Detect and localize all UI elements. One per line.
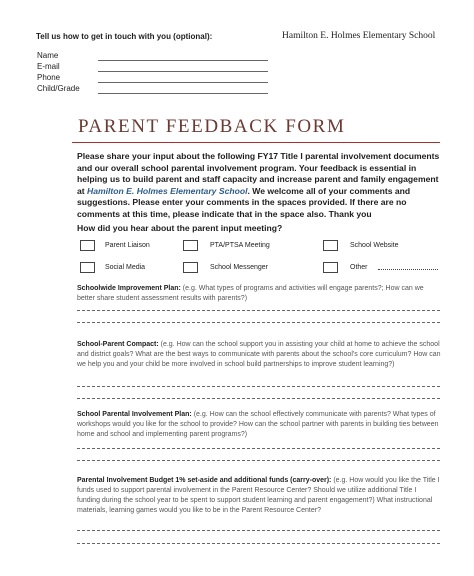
option-label-school-website: School Website xyxy=(350,242,399,249)
other-specify-line[interactable] xyxy=(378,269,438,270)
section-parental-involvement-budget xyxy=(77,476,441,516)
answer-line[interactable] xyxy=(77,448,440,449)
option-label-school-messenger: School Messenger xyxy=(210,264,268,271)
intro-text-start: Please share your input about the following FY17 Title I parental involvement documents and our overall school parental involvement program. Your feedback is essential in helping us to build parent and staff capacity and increase parent and family engagement at xyxy=(77,151,440,196)
checkbox-social-media[interactable] xyxy=(80,262,95,273)
form-title: PARENT FEEDBACK FORM xyxy=(78,116,346,137)
intro-school-name: Hamilton E. Holmes Elementary School xyxy=(87,185,248,196)
option-label-pta-ptsa: PTA/PTSA Meeting xyxy=(210,242,270,249)
option-label-parent-liaison: Parent Liaison xyxy=(105,242,150,249)
answer-line[interactable] xyxy=(77,398,440,399)
email-field-line[interactable] xyxy=(98,71,268,72)
phone-field-line[interactable] xyxy=(98,82,268,83)
contact-label-phone: Phone xyxy=(37,73,61,82)
section-prompt: (e.g. What types of programs and activities will engage parents?; How can we better share student assessment results with parents?) xyxy=(77,285,424,302)
intro-text-end: . We welcome all of your comments and suggestions. Please enter your comments in the spaces provided. If there are no comments at this time, please indicate that in the space also. Thank you xyxy=(77,185,411,219)
intro-paragraph xyxy=(77,151,443,221)
section-heading: Parental Involvement Budget 1% set-aside and additional funds (carry-over): xyxy=(77,477,332,484)
question-heard-about: How did you hear about the parent input meeting? xyxy=(77,223,283,233)
answer-line[interactable] xyxy=(77,310,440,311)
checkbox-other[interactable] xyxy=(323,262,338,273)
answer-line[interactable] xyxy=(77,322,440,323)
option-label-other: Other xyxy=(350,264,368,271)
checkbox-parent-liaison[interactable] xyxy=(80,240,95,251)
section-school-parental-involvement-plan xyxy=(77,410,441,440)
answer-line[interactable] xyxy=(77,386,440,387)
section-heading: School Parental Involvement Plan: xyxy=(77,411,192,418)
contact-label-name: Name xyxy=(37,51,59,60)
contact-section-title: Tell us how to get in touch with you (optional): xyxy=(36,32,213,41)
contact-label-child-grade: Child/Grade xyxy=(37,84,80,93)
name-field-line[interactable] xyxy=(98,60,268,61)
section-school-parent-compact xyxy=(77,340,441,370)
checkbox-school-messenger[interactable] xyxy=(183,262,198,273)
checkbox-pta-ptsa[interactable] xyxy=(183,240,198,251)
section-heading: Schoolwide Improvement Plan: xyxy=(77,285,181,292)
checkbox-school-website[interactable] xyxy=(323,240,338,251)
section-schoolwide-improvement-plan xyxy=(77,284,441,304)
answer-line[interactable] xyxy=(77,460,440,461)
section-prompt: (e.g. How would you like the Title I funds used to support parental involvement in the Parent Resource Center? Should we utilize additional Title I funding during the school year to be spent to support student learning and parent engagement?) What instructional materials, learning games would you like to be in the Parent Resource Center? xyxy=(77,477,440,514)
answer-line[interactable] xyxy=(77,530,440,531)
section-heading: School-Parent Compact: xyxy=(77,341,159,348)
option-label-social-media: Social Media xyxy=(105,264,146,271)
contact-label-email: E-mail xyxy=(37,62,60,71)
answer-line[interactable] xyxy=(77,543,440,544)
title-divider xyxy=(72,142,440,143)
child-grade-field-line[interactable] xyxy=(98,93,268,94)
school-name-header: Hamilton E. Holmes Elementary School xyxy=(282,31,436,41)
section-prompt: (e.g. How can the school support you in assisting your child at home to achieve the school and district goals? What are the best ways to communicate with parents about the school's core curriculum? How can we help you and your child be more involved in school build partnerships to improve student learning?) xyxy=(77,341,441,368)
section-prompt: (e.g. How can the school effectively communicate with parents? What types of workshops would you like for the school to provide? How can the school partner with parents in building ties between home and school and implementing parent programs?) xyxy=(77,411,439,438)
